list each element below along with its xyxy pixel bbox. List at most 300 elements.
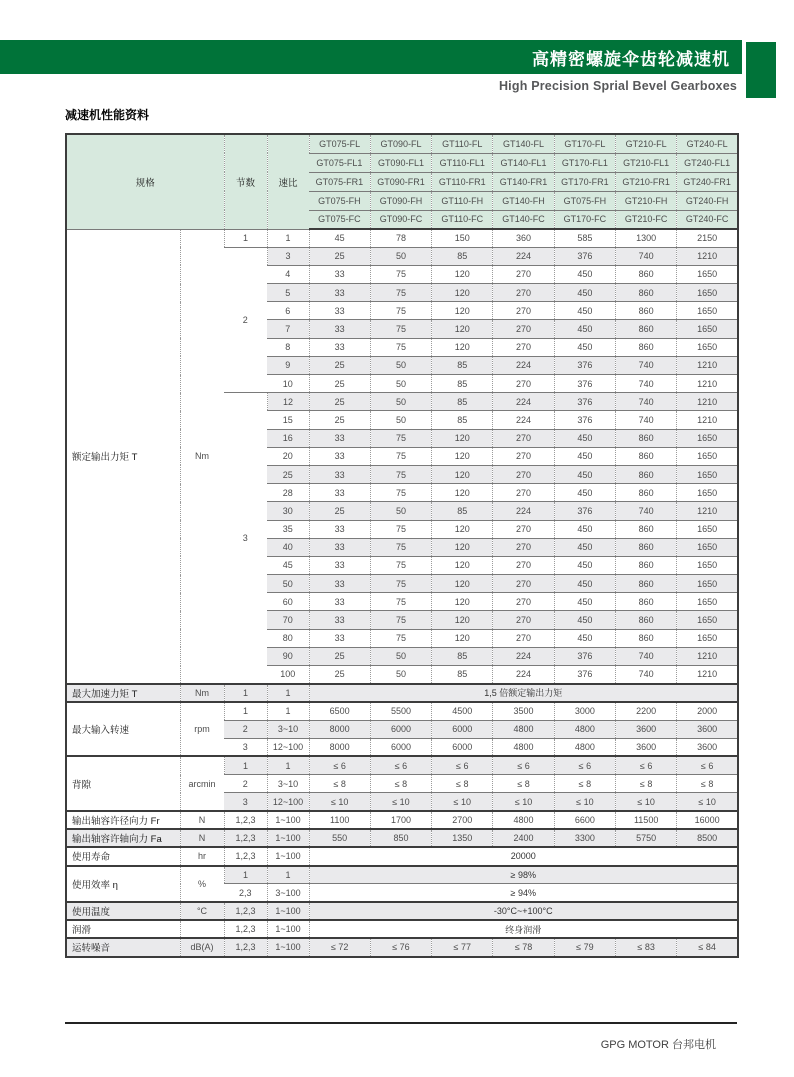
model-cell: GT110-FH [432, 191, 493, 210]
value-cell: 120 [432, 320, 493, 338]
model-cell: GT170-FL1 [554, 153, 615, 172]
stages-cell: 1,2,3 [224, 920, 267, 938]
value-cell: ≤ 76 [370, 938, 431, 956]
value-cell: 860 [616, 484, 677, 502]
value-cell: 740 [616, 666, 677, 684]
value-cell: 4800 [493, 720, 554, 738]
value-cell: 120 [432, 538, 493, 556]
value-cell: ≤ 8 [616, 775, 677, 793]
value-cell: 270 [493, 575, 554, 593]
model-cell: GT140-FC [493, 210, 554, 229]
table-row [66, 229, 738, 247]
value-cell: 450 [554, 484, 615, 502]
value-cell: ≤ 6 [677, 756, 738, 774]
value-cell: 33 [309, 302, 370, 320]
spec-label-cell: 最大加速力矩 T [66, 684, 180, 702]
stages-cell: 1,2,3 [224, 902, 267, 920]
span-value-cell: ≥ 98% [309, 866, 738, 884]
footer-brand: GPG MOTOR 台邦电机 [600, 1039, 716, 1051]
value-cell: ≤ 10 [616, 793, 677, 811]
stages-cell: 1 [224, 702, 267, 720]
ratio-cell: 50 [267, 575, 309, 593]
value-cell: 4800 [493, 738, 554, 756]
spec-label-cell: 输出轴容许径向力 Fr [66, 811, 180, 829]
value-cell: 270 [493, 611, 554, 629]
stages-cell: 1 [224, 684, 267, 702]
table-row [66, 829, 738, 847]
value-cell: 25 [309, 375, 370, 393]
value-cell: 270 [493, 629, 554, 647]
value-cell: 450 [554, 447, 615, 465]
value-cell: 860 [616, 611, 677, 629]
ratio-cell: 1~100 [267, 902, 309, 920]
spec-label-cell: 背隙 [66, 756, 180, 811]
value-cell: 4500 [432, 702, 493, 720]
ratio-cell: 1 [267, 756, 309, 774]
value-cell: ≤ 10 [493, 793, 554, 811]
value-cell: 860 [616, 629, 677, 647]
spec-label-cell: 使用温度 [66, 902, 180, 920]
value-cell: 50 [370, 393, 431, 411]
value-cell: ≤ 10 [309, 793, 370, 811]
stages-cell: 3 [224, 793, 267, 811]
value-cell: 8000 [309, 720, 370, 738]
ratio-cell: 60 [267, 593, 309, 611]
value-cell: 224 [493, 393, 554, 411]
ratio-cell: 1 [267, 702, 309, 720]
model-cell: GT240-FH [677, 191, 738, 210]
model-cell: GT110-FL [432, 134, 493, 153]
model-cell: GT210-FL [616, 134, 677, 153]
ratio-cell: 28 [267, 484, 309, 502]
value-cell: 740 [616, 375, 677, 393]
value-cell: 33 [309, 575, 370, 593]
value-cell: 3600 [677, 738, 738, 756]
value-cell: 3600 [677, 720, 738, 738]
stages-cell: 1 [224, 866, 267, 884]
value-cell: 740 [616, 502, 677, 520]
value-cell: 1210 [677, 502, 738, 520]
value-cell: 75 [370, 429, 431, 447]
ratio-cell: 1~100 [267, 847, 309, 865]
value-cell: 1650 [677, 593, 738, 611]
value-cell: 8500 [677, 829, 738, 847]
value-cell: 1210 [677, 247, 738, 265]
value-cell: 25 [309, 411, 370, 429]
value-cell: 376 [554, 502, 615, 520]
value-cell: 270 [493, 593, 554, 611]
ratio-cell: 1~100 [267, 920, 309, 938]
spec-label-cell: 输出轴容许轴向力 Fa [66, 829, 180, 847]
ratio-cell: 6 [267, 302, 309, 320]
value-cell: 270 [493, 320, 554, 338]
value-cell: 5500 [370, 702, 431, 720]
value-cell: 120 [432, 465, 493, 483]
value-cell: 1210 [677, 647, 738, 665]
value-cell: 33 [309, 611, 370, 629]
value-cell: 2000 [677, 702, 738, 720]
value-cell: 3600 [616, 738, 677, 756]
ratio-cell: 3~10 [267, 775, 309, 793]
value-cell: 740 [616, 647, 677, 665]
section-title: 减速机性能资料 [65, 108, 150, 122]
value-cell: 2200 [616, 702, 677, 720]
stages-cell: 1 [224, 229, 267, 247]
value-cell: 85 [432, 247, 493, 265]
value-cell: 75 [370, 593, 431, 611]
value-cell: 450 [554, 611, 615, 629]
value-cell: 450 [554, 284, 615, 302]
value-cell: 860 [616, 429, 677, 447]
value-cell: ≤ 72 [309, 938, 370, 956]
page-title-en: High Precision Sprial Bevel Gearboxes [498, 79, 737, 93]
value-cell: 45 [309, 229, 370, 247]
table-row [66, 847, 738, 865]
value-cell: 1100 [309, 811, 370, 829]
model-cell: GT090-FL1 [370, 153, 431, 172]
table-header [66, 134, 738, 229]
value-cell: ≤ 6 [432, 756, 493, 774]
value-cell: 860 [616, 320, 677, 338]
ratio-cell: 12~100 [267, 738, 309, 756]
value-cell: ≤ 6 [370, 756, 431, 774]
ratio-cell: 3 [267, 247, 309, 265]
value-cell: 1650 [677, 320, 738, 338]
value-cell: 1650 [677, 302, 738, 320]
value-cell: 3600 [616, 720, 677, 738]
ratio-cell: 90 [267, 647, 309, 665]
model-cell: GT170-FC [554, 210, 615, 229]
value-cell: 75 [370, 556, 431, 574]
value-cell: 6500 [309, 702, 370, 720]
value-cell: 860 [616, 465, 677, 483]
value-cell: ≤ 8 [370, 775, 431, 793]
page-header-bar [0, 40, 742, 74]
value-cell: 860 [616, 265, 677, 283]
value-cell: 1650 [677, 484, 738, 502]
table-row [66, 902, 738, 920]
value-cell: 85 [432, 411, 493, 429]
value-cell: 224 [493, 647, 554, 665]
ratio-cell: 45 [267, 556, 309, 574]
model-cell: GT240-FL [677, 134, 738, 153]
value-cell: 450 [554, 338, 615, 356]
model-cell: GT140-FR1 [493, 172, 554, 191]
value-cell: ≤ 6 [493, 756, 554, 774]
unit-cell: arcmin [180, 756, 224, 811]
value-cell: 270 [493, 429, 554, 447]
value-cell: 550 [309, 829, 370, 847]
value-cell: 376 [554, 666, 615, 684]
ratio-cell: 80 [267, 629, 309, 647]
value-cell: 450 [554, 575, 615, 593]
value-cell: 6000 [370, 720, 431, 738]
model-cell: GT075-FR1 [309, 172, 370, 191]
value-cell: 120 [432, 284, 493, 302]
stages-cell: 2 [224, 720, 267, 738]
value-cell: 75 [370, 447, 431, 465]
value-cell: 25 [309, 666, 370, 684]
unit-cell: rpm [180, 702, 224, 757]
value-cell: 8000 [309, 738, 370, 756]
value-cell: 75 [370, 338, 431, 356]
span-value-cell: -30°C~+100°C [309, 902, 738, 920]
value-cell: 75 [370, 465, 431, 483]
value-cell: 120 [432, 302, 493, 320]
value-cell: 860 [616, 447, 677, 465]
value-cell: 120 [432, 629, 493, 647]
unit-cell [180, 920, 224, 938]
value-cell: 1350 [432, 829, 493, 847]
model-cell: GT090-FL [370, 134, 431, 153]
value-cell: 224 [493, 666, 554, 684]
value-cell: 450 [554, 593, 615, 611]
value-cell: 270 [493, 538, 554, 556]
value-cell: 860 [616, 338, 677, 356]
value-cell: ≤ 8 [493, 775, 554, 793]
ratio-cell: 70 [267, 611, 309, 629]
stages-cell: 2,3 [224, 884, 267, 902]
value-cell: 25 [309, 356, 370, 374]
value-cell: 85 [432, 502, 493, 520]
value-cell: ≤ 10 [370, 793, 431, 811]
ratio-cell: 1~100 [267, 811, 309, 829]
spec-label-cell: 使用效率 η [66, 866, 180, 902]
model-cell: GT075-FL1 [309, 153, 370, 172]
ratio-cell: 1~100 [267, 938, 309, 956]
value-cell: 85 [432, 375, 493, 393]
ratio-cell: 1 [267, 684, 309, 702]
value-cell: 270 [493, 556, 554, 574]
ratio-cell: 40 [267, 538, 309, 556]
model-cell: GT075-FC [309, 210, 370, 229]
value-cell: 270 [493, 302, 554, 320]
value-cell: 1650 [677, 611, 738, 629]
footer-divider-line [65, 1022, 737, 1024]
table-row [66, 702, 738, 720]
value-cell: 2700 [432, 811, 493, 829]
value-cell: 75 [370, 265, 431, 283]
value-cell: ≤ 79 [554, 938, 615, 956]
value-cell: 33 [309, 265, 370, 283]
value-cell: 75 [370, 302, 431, 320]
model-cell: GT240-FR1 [677, 172, 738, 191]
value-cell: 3000 [554, 702, 615, 720]
ratio-cell: 100 [267, 666, 309, 684]
model-cell: GT210-FR1 [616, 172, 677, 191]
stages-cell: 2 [224, 247, 267, 393]
value-cell: 5750 [616, 829, 677, 847]
value-cell: 11500 [616, 811, 677, 829]
value-cell: 50 [370, 375, 431, 393]
value-cell: 450 [554, 520, 615, 538]
value-cell: 75 [370, 484, 431, 502]
span-value-cell: 终身润滑 [309, 920, 738, 938]
value-cell: 1650 [677, 575, 738, 593]
unit-cell: % [180, 866, 224, 902]
value-cell: 1650 [677, 429, 738, 447]
value-cell: 50 [370, 411, 431, 429]
value-cell: 150 [432, 229, 493, 247]
stages-cell: 1,2,3 [224, 938, 267, 956]
spec-label-cell: 额定输出力矩 T [66, 229, 180, 684]
value-cell: 1650 [677, 556, 738, 574]
value-cell: 450 [554, 302, 615, 320]
value-cell: 224 [493, 411, 554, 429]
value-cell: 85 [432, 393, 493, 411]
value-cell: ≤ 10 [432, 793, 493, 811]
stages-cell: 1,2,3 [224, 847, 267, 865]
value-cell: 450 [554, 556, 615, 574]
value-cell: ≤ 8 [677, 775, 738, 793]
ratio-cell: 7 [267, 320, 309, 338]
value-cell: 450 [554, 429, 615, 447]
ratio-cell: 15 [267, 411, 309, 429]
span-value-cell: ≥ 94% [309, 884, 738, 902]
ratio-cell: 5 [267, 284, 309, 302]
value-cell: 120 [432, 611, 493, 629]
stages-cell: 3 [224, 738, 267, 756]
value-cell: 1300 [616, 229, 677, 247]
unit-cell: N [180, 811, 224, 829]
model-cell: GT075-FH [554, 191, 615, 210]
value-cell: 860 [616, 284, 677, 302]
value-cell: 270 [493, 284, 554, 302]
value-cell: 50 [370, 666, 431, 684]
value-cell: ≤ 8 [554, 775, 615, 793]
value-cell: ≤ 8 [309, 775, 370, 793]
value-cell: 860 [616, 593, 677, 611]
table-row [66, 866, 738, 884]
model-cell: GT240-FC [677, 210, 738, 229]
value-cell: 224 [493, 356, 554, 374]
value-cell: 33 [309, 593, 370, 611]
value-cell: 120 [432, 338, 493, 356]
value-cell: 75 [370, 538, 431, 556]
stages-column-header: 节数 [224, 134, 267, 229]
value-cell: 120 [432, 447, 493, 465]
value-cell: 33 [309, 629, 370, 647]
value-cell: 75 [370, 320, 431, 338]
value-cell: 860 [616, 556, 677, 574]
stages-cell: 3 [224, 393, 267, 684]
model-cell: GT110-FR1 [432, 172, 493, 191]
table-body [66, 229, 738, 957]
value-cell: 1650 [677, 465, 738, 483]
value-cell: 16000 [677, 811, 738, 829]
value-cell: 120 [432, 556, 493, 574]
value-cell: 1210 [677, 393, 738, 411]
model-cell: GT140-FL [493, 134, 554, 153]
value-cell: 585 [554, 229, 615, 247]
spec-label-cell: 运转噪音 [66, 938, 180, 956]
spec-label-cell: 最大输入转速 [66, 702, 180, 757]
value-cell: 2150 [677, 229, 738, 247]
value-cell: 33 [309, 465, 370, 483]
value-cell: 450 [554, 265, 615, 283]
value-cell: 50 [370, 647, 431, 665]
value-cell: 270 [493, 447, 554, 465]
ratio-cell: 3~10 [267, 720, 309, 738]
value-cell: ≤ 6 [554, 756, 615, 774]
table-row [66, 920, 738, 938]
value-cell: 450 [554, 465, 615, 483]
value-cell: 360 [493, 229, 554, 247]
stages-cell: 1 [224, 756, 267, 774]
unit-cell: °C [180, 902, 224, 920]
stages-cell: 1,2,3 [224, 811, 267, 829]
value-cell: 1650 [677, 265, 738, 283]
value-cell: 376 [554, 647, 615, 665]
ratio-cell: 10 [267, 375, 309, 393]
value-cell: 1210 [677, 411, 738, 429]
value-cell: 740 [616, 356, 677, 374]
ratio-cell: 1~100 [267, 829, 309, 847]
value-cell: 25 [309, 647, 370, 665]
value-cell: 25 [309, 247, 370, 265]
value-cell: 270 [493, 375, 554, 393]
value-cell: 860 [616, 575, 677, 593]
value-cell: 270 [493, 484, 554, 502]
value-cell: 75 [370, 520, 431, 538]
value-cell: 85 [432, 647, 493, 665]
corner-tab-decoration [746, 42, 776, 98]
table-row [66, 756, 738, 774]
ratio-cell: 12~100 [267, 793, 309, 811]
model-cell: GT075-FH [309, 191, 370, 210]
table-row [66, 684, 738, 702]
value-cell: 860 [616, 302, 677, 320]
ratio-cell: 20 [267, 447, 309, 465]
value-cell: 25 [309, 502, 370, 520]
value-cell: 3300 [554, 829, 615, 847]
model-cell: GT170-FR1 [554, 172, 615, 191]
value-cell: 75 [370, 575, 431, 593]
value-cell: 6000 [432, 720, 493, 738]
model-cell: GT110-FC [432, 210, 493, 229]
ratio-column-header: 速比 [267, 134, 309, 229]
model-cell: GT090-FC [370, 210, 431, 229]
ratio-cell: 4 [267, 265, 309, 283]
value-cell: ≤ 83 [616, 938, 677, 956]
ratio-cell: 8 [267, 338, 309, 356]
model-cell: GT110-FL1 [432, 153, 493, 172]
value-cell: 270 [493, 338, 554, 356]
value-cell: 224 [493, 502, 554, 520]
value-cell: 1650 [677, 447, 738, 465]
value-cell: 1210 [677, 375, 738, 393]
value-cell: 120 [432, 575, 493, 593]
model-cell: GT210-FC [616, 210, 677, 229]
value-cell: 376 [554, 411, 615, 429]
value-cell: 120 [432, 265, 493, 283]
value-cell: 270 [493, 465, 554, 483]
value-cell: 6000 [370, 738, 431, 756]
value-cell: ≤ 10 [677, 793, 738, 811]
value-cell: 1650 [677, 629, 738, 647]
value-cell: 6600 [554, 811, 615, 829]
value-cell: 860 [616, 520, 677, 538]
value-cell: 1210 [677, 356, 738, 374]
value-cell: ≤ 78 [493, 938, 554, 956]
model-header-row [66, 134, 738, 153]
value-cell: 78 [370, 229, 431, 247]
ratio-cell: 16 [267, 429, 309, 447]
stages-cell: 2 [224, 775, 267, 793]
ratio-cell: 12 [267, 393, 309, 411]
model-cell: GT170-FL [554, 134, 615, 153]
value-cell: 2400 [493, 829, 554, 847]
